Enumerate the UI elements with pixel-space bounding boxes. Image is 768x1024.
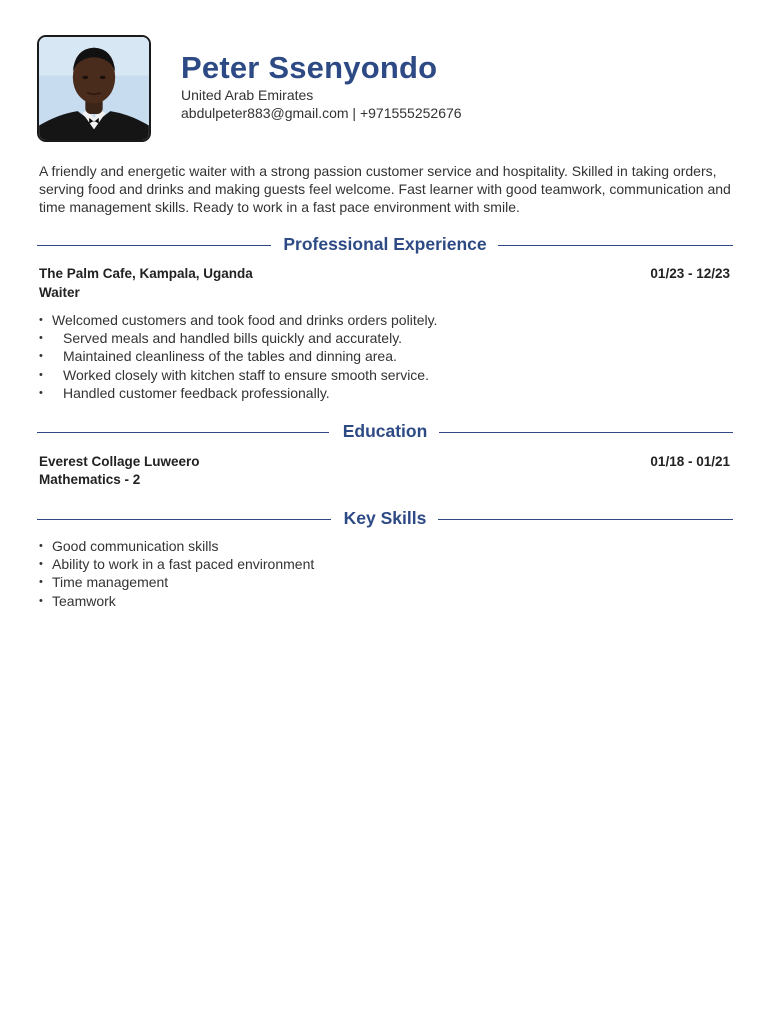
candidate-contact: abdulpeter883@gmail.com | +971555252676 <box>181 105 462 121</box>
section-title-experience: Professional Experience <box>283 234 487 254</box>
education-dates: 01/18 - 01/21 <box>650 454 730 469</box>
candidate-location: United Arab Emirates <box>181 87 314 103</box>
education-program: Mathematics - 2 <box>39 472 141 487</box>
school-name: Everest Collage Luweero <box>39 454 200 469</box>
list-item: • Good communication skills <box>39 537 314 555</box>
section-title-skills: Key Skills <box>343 508 427 528</box>
person-photo-icon <box>39 37 149 140</box>
section-title-education: Education <box>342 421 428 441</box>
list-item: • Teamwork <box>39 592 314 610</box>
section-header-education <box>37 421 733 443</box>
section-header-skills <box>37 508 733 530</box>
experience-dates: 01/23 - 12/23 <box>650 266 730 281</box>
profile-summary: A friendly and energetic waiter with a strong passion customer service and hospitality. Skilled in taking orders, serving food and drinks and making guests feel welcome. Fast learner with good teamwork, communication and time management skills. Ready to work in a fast pace environment with smile. <box>39 163 731 216</box>
profile-photo <box>37 35 151 142</box>
list-item: • Ability to work in a fast paced environment <box>39 555 314 573</box>
list-item: • Served meals and handled bills quickly and accurately. <box>39 329 437 347</box>
list-item: • Time management <box>39 573 314 591</box>
skills-list <box>39 537 314 610</box>
list-item: • Worked closely with kitchen staff to ensure smooth service. <box>39 366 437 384</box>
list-item: • Maintained cleanliness of the tables and dinning area. <box>39 347 437 365</box>
list-item: • Welcomed customers and took food and drinks orders politely. <box>39 311 437 329</box>
employer-name: The Palm Cafe, Kampala, Uganda <box>39 266 253 281</box>
section-header-experience <box>37 234 733 256</box>
list-item: • Handled customer feedback professionally. <box>39 384 437 402</box>
job-title: Waiter <box>39 285 80 300</box>
candidate-name: Peter Ssenyondo <box>181 50 438 85</box>
experience-bullets <box>39 311 437 402</box>
